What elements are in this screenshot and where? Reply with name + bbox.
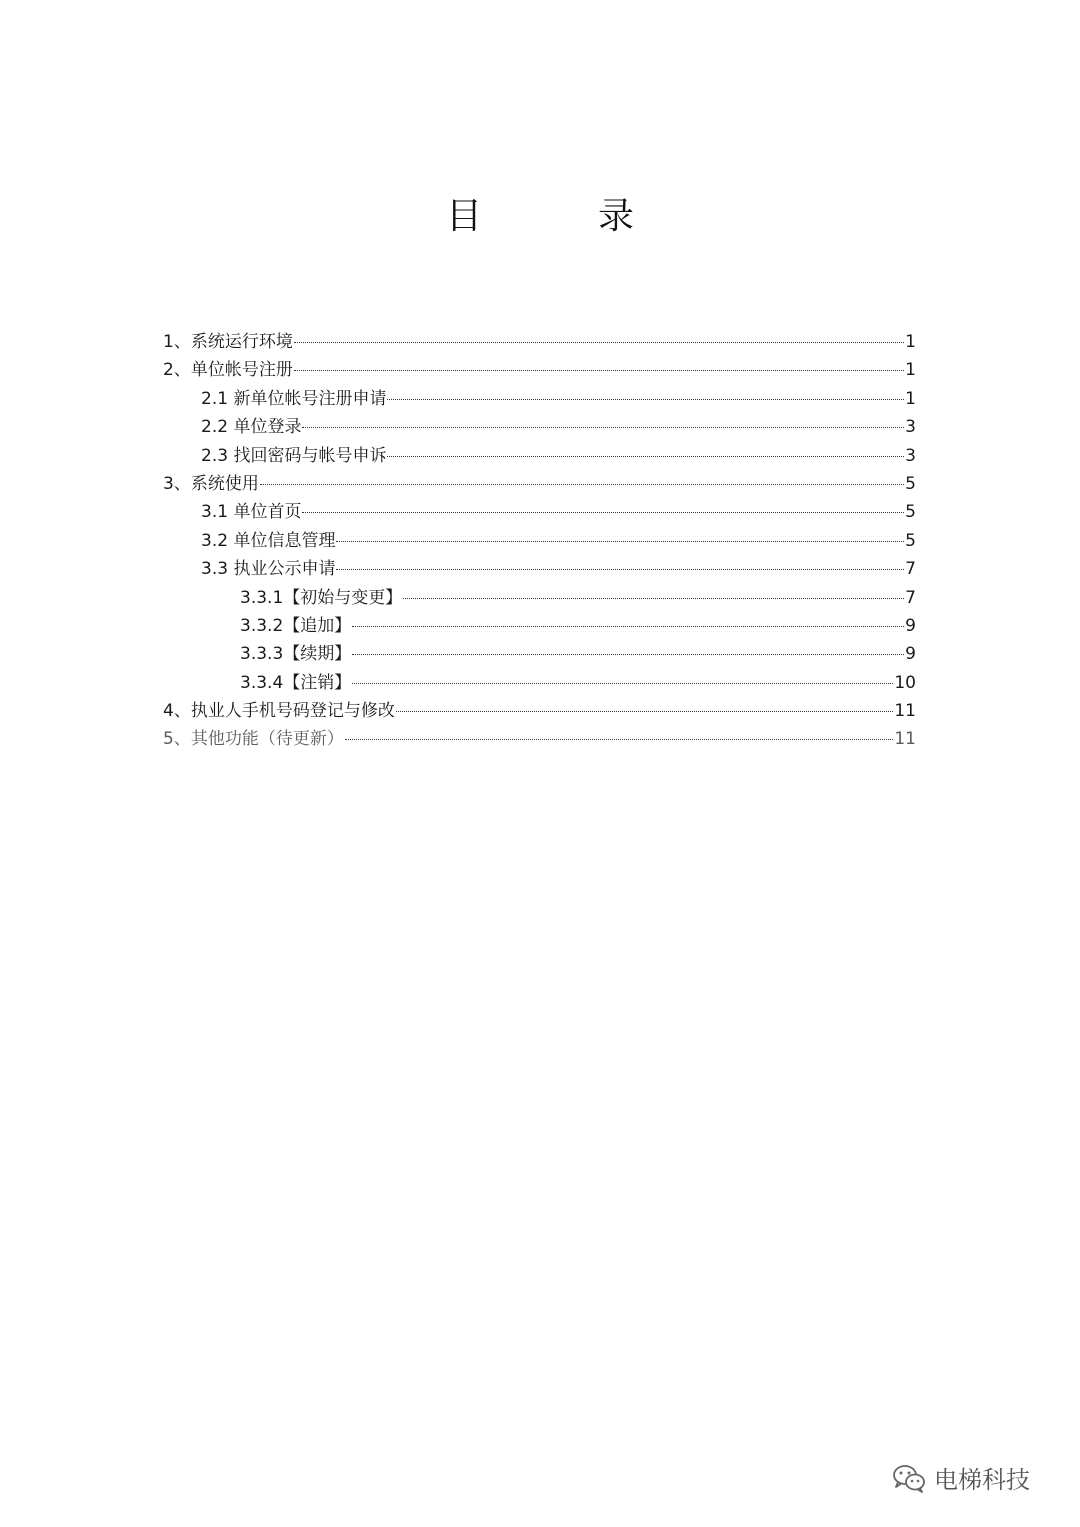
table-of-contents bbox=[163, 328, 916, 754]
toc-leader-dots bbox=[352, 654, 904, 655]
toc-entry[interactable] bbox=[163, 442, 916, 470]
toc-entry-label: 3.3.1【初始与变更】 bbox=[240, 587, 403, 608]
toc-leader-dots bbox=[294, 342, 904, 343]
toc-entry-page: 11 bbox=[894, 701, 916, 722]
toc-entry-page: 1 bbox=[905, 388, 916, 409]
toc-entry-page: 7 bbox=[905, 587, 916, 608]
toc-leader-dots bbox=[403, 598, 904, 599]
toc-leader-dots bbox=[387, 399, 904, 400]
toc-entry-page: 3 bbox=[905, 445, 916, 466]
toc-entry-page: 1 bbox=[905, 332, 916, 352]
toc-entry-label: 3.3.2【追加】 bbox=[240, 615, 352, 636]
toc-entry-page: 7 bbox=[905, 559, 916, 580]
toc-entry-label: 3.3.4【注销】 bbox=[240, 672, 352, 693]
toc-entry-page: 5 bbox=[905, 530, 916, 551]
toc-entry-page: 1 bbox=[905, 360, 916, 381]
toc-leader-dots bbox=[302, 512, 904, 513]
watermark bbox=[892, 1460, 1030, 1495]
page-title: 目 录 bbox=[445, 196, 674, 237]
toc-entry-label: 3.3 执业公示申请 bbox=[201, 559, 336, 580]
watermark-text: 电梯科技 bbox=[934, 1466, 1030, 1494]
toc-entry-page: 9 bbox=[905, 644, 916, 665]
toc-entry-label: 2.1 新单位帐号注册申请 bbox=[201, 388, 387, 409]
toc-leader-dots bbox=[352, 683, 893, 684]
toc-entry-label: 3.2 单位信息管理 bbox=[201, 530, 336, 551]
toc-entry[interactable] bbox=[163, 584, 916, 612]
toc-entry[interactable] bbox=[163, 413, 916, 441]
toc-entry-page: 9 bbox=[905, 615, 916, 636]
toc-leader-dots bbox=[260, 484, 904, 485]
toc-leader-dots bbox=[352, 626, 904, 627]
toc-entry-label: 2.3 找回密码与帐号申诉 bbox=[201, 445, 387, 466]
toc-entry[interactable] bbox=[163, 385, 916, 413]
toc-leader-dots bbox=[336, 541, 904, 542]
toc-entry-label: 5、其他功能（待更新） bbox=[163, 729, 344, 750]
toc-entry[interactable] bbox=[163, 640, 916, 668]
toc-leader-dots bbox=[302, 427, 904, 428]
toc-entry[interactable] bbox=[163, 328, 916, 356]
toc-entry-page: 5 bbox=[905, 473, 916, 494]
toc-entry[interactable] bbox=[163, 725, 916, 753]
toc-entry[interactable] bbox=[163, 555, 916, 583]
toc-leader-dots bbox=[294, 370, 904, 371]
toc-leader-dots bbox=[345, 739, 894, 740]
toc-entry[interactable] bbox=[163, 669, 916, 697]
toc-entry[interactable] bbox=[163, 498, 916, 526]
toc-entry-page: 3 bbox=[905, 417, 916, 438]
toc-entry-label: 2、单位帐号注册 bbox=[163, 360, 293, 381]
toc-entry-label: 3、系统使用 bbox=[163, 473, 259, 494]
toc-entry-label: 1、系统运行环境 bbox=[163, 332, 293, 352]
toc-entry-label: 2.2 单位登录 bbox=[201, 417, 302, 438]
toc-entry-page: 10 bbox=[894, 672, 916, 693]
toc-entry[interactable] bbox=[163, 470, 916, 498]
toc-entry[interactable] bbox=[163, 356, 916, 384]
toc-entry[interactable] bbox=[163, 527, 916, 555]
toc-leader-dots bbox=[387, 456, 904, 457]
toc-entry-page: 5 bbox=[905, 502, 916, 523]
toc-leader-dots bbox=[396, 711, 894, 712]
toc-leader-dots bbox=[336, 569, 904, 570]
toc-entry[interactable] bbox=[163, 697, 916, 725]
toc-entry-label: 4、执业人手机号码登记与修改 bbox=[163, 701, 395, 722]
toc-entry[interactable] bbox=[163, 612, 916, 640]
toc-entry-page: 11 bbox=[894, 729, 916, 750]
wechat-icon bbox=[892, 1463, 926, 1493]
toc-entry-label: 3.1 单位首页 bbox=[201, 502, 302, 523]
toc-entry-label: 3.3.3【续期】 bbox=[240, 644, 352, 665]
